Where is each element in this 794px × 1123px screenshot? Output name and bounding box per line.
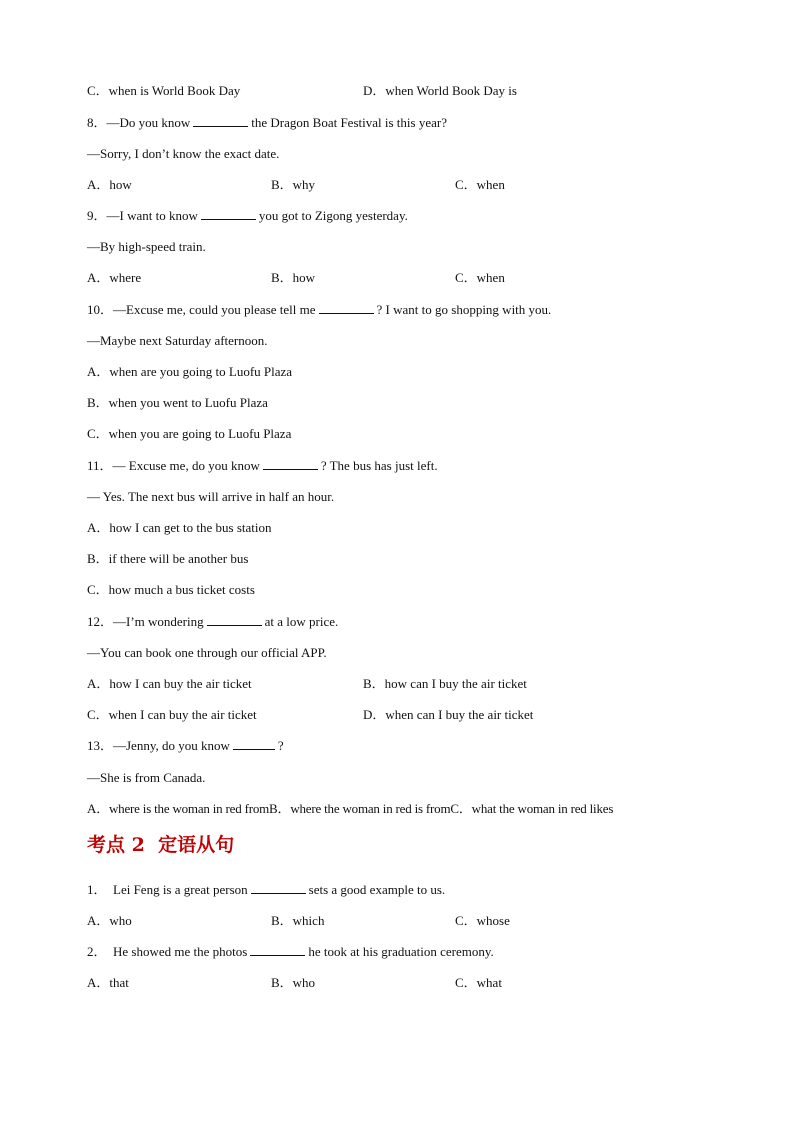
answer-blank — [233, 738, 275, 750]
q10-option-c: C．when you are going to Luofu Plaza — [87, 426, 292, 441]
q11-stem: 11．— Excuse me, do you know ? The bus has just left. — [87, 458, 438, 473]
s2-q1-option-c: C．whose — [455, 913, 510, 928]
answer-blank — [250, 944, 305, 956]
answer-blank — [319, 302, 374, 314]
q13-stem: 13．—Jenny, do you know ? — [87, 738, 284, 753]
s2-q1-option-a: A．who — [87, 913, 132, 928]
q13-reply: —She is from Canada. — [87, 770, 206, 785]
section-heading: 考点 2 定语从句 — [87, 834, 235, 856]
s2-q2-option-b: B．who — [271, 975, 316, 990]
s2-q2-option-c: C．what — [455, 975, 502, 990]
q12-stem: 12．—I’m wondering at a low price. — [87, 614, 339, 629]
q9-option-a: A．where — [87, 270, 142, 285]
q8-stem: 8．—Do you know the Dragon Boat Festival is this year? — [87, 115, 447, 130]
q11-option-c: C．how much a bus ticket costs — [87, 582, 255, 597]
q12-option-b: B．how can I buy the air ticket — [363, 676, 527, 691]
q10-option-a: A．when are you going to Luofu Plaza — [87, 364, 293, 379]
answer-blank — [263, 458, 318, 470]
answer-blank — [207, 614, 262, 626]
q9-option-c: C．when — [455, 270, 505, 285]
answer-blank — [251, 882, 306, 894]
q10-option-b: B．when you went to Luofu Plaza — [87, 395, 268, 410]
q8-option-c: C．when — [455, 177, 505, 192]
s2-q1-option-b: B．which — [271, 913, 325, 928]
answer-blank — [193, 115, 248, 127]
q8-option-b: B．why — [271, 177, 316, 192]
q12-option-a: A．how I can buy the air ticket — [87, 676, 252, 691]
q7-option-d: D．when World Book Day is — [363, 83, 517, 98]
q9-stem: 9．—I want to know you got to Zigong yesterday. — [87, 208, 408, 223]
q11-option-b: B．if there will be another bus — [87, 551, 249, 566]
q12-option-d: D．when can I buy the air ticket — [363, 707, 534, 722]
q9-reply: —By high-speed train. — [87, 239, 206, 254]
q10-stem: 10．—Excuse me, could you please tell me ? I want to go shopping with you. — [87, 302, 552, 317]
q11-reply: — Yes. The next bus will arrive in half an hour. — [87, 489, 335, 504]
q8-option-a: A．how — [87, 177, 132, 192]
q8-reply: —Sorry, I don’t know the exact date. — [87, 146, 280, 161]
q9-option-b: B．how — [271, 270, 316, 285]
q12-option-c: C．when I can buy the air ticket — [87, 707, 257, 722]
s2-q2-option-a: A．that — [87, 975, 129, 990]
q10-reply: —Maybe next Saturday afternoon. — [87, 333, 268, 348]
q12-reply: —You can book one through our official APP. — [87, 645, 327, 660]
q7-option-c: C．when is World Book Day — [87, 83, 241, 98]
s2-q2-stem: 2． He showed me the photos he took at his graduation ceremony. — [87, 944, 494, 959]
answer-blank — [201, 208, 256, 220]
q13-options: A．where is the woman in red fromB．where the woman in red is fromC．what the woman in red likes — [87, 801, 614, 816]
q11-option-a: A．how I can get to the bus station — [87, 520, 272, 535]
s2-q1-stem: 1． Lei Feng is a great person sets a good example to us. — [87, 882, 446, 897]
